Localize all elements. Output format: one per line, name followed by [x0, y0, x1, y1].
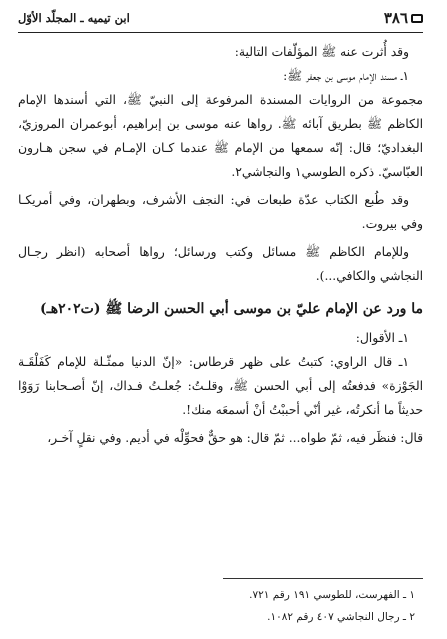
narration-paragraph: ١ـ قال الراوي: كتبتُ على ظهر قرطاس: «إنّ الدنيا ممثّـلة للإمام كَفَلْقَـة الجَوْزة» فدفعتُه إلى أبي الحسن ﷺ، وقلـتُ: جُعلـتُ فـداك، إنّ أصـحابنا رَوَوْا حديثاً ما أنكرتُه، غير أنّي أحببْتُ أنْ أسمعَه منك!.	[18, 355, 423, 417]
section-heading: ما ورد عن الإمام عليّ بن موسى أبي الحسن الرضا ﷺ (ت٢٠٢هـ)	[39, 301, 423, 317]
page-number-block	[384, 9, 423, 27]
item-heading-musnad: ١ـ مسند الإمام موسى بن جعفر ﷺ:	[283, 69, 409, 83]
footnote-2: ٢ ـ رجال النجاشي ٤٠٧ رقم ١٠٨٢.	[267, 611, 415, 623]
running-header	[18, 6, 423, 30]
page-number: ٣٨٦	[383, 9, 408, 27]
footnotes	[18, 584, 415, 628]
musnad-description-paragraph: مجموعة من الروايات المسندة المرفوعة إلى النبيّ ﷺ، التي أسندها الإمام الكاظم ﷺ بطريق آبائه ﷺ. رواها عنه موسى بن إبراهيم، أبوعمران المروزيّ، البغداديّ؛ قال: إنّه سمعها من الإمام ﷺ عندما كـان الإمـام في سجن هـارون العبّاسيّ. ذكره الطوسي١ والنجاشي٢.	[18, 93, 423, 179]
book-title: ابن تيميه ـ المجلّد الأوّل	[18, 11, 130, 25]
footnote-divider	[223, 578, 423, 579]
header-divider	[18, 32, 423, 33]
footnote-1: ١ ـ الفهرست، للطوسي ١٩١ رقم ٧٢١.	[249, 589, 415, 601]
narration-continuation-paragraph: قال: فنظَر فيه، ثمّ طواه... ثمّ قال: هو حقٌّ فحوِّلْه في أديم. وفي نقلٍ آخـر،	[47, 431, 423, 445]
page-marker-box-icon	[411, 14, 423, 23]
intro-paragraph: وقد أُثرت عنه ﷺ المؤلّفات التالية:	[234, 45, 409, 59]
sayings-subheading: ١ـ الأقوال:	[355, 331, 409, 345]
other-works-paragraph: وللإمام الكاظم ﷺ مسائل وكتب ورسائل؛ رواها أصحابه (انظر رجـال النجاشي والكافي...).	[18, 245, 423, 283]
main-text	[18, 40, 423, 454]
editions-paragraph: وقد طُبع الكتاب عدّة طبعات في: النجف الأشرف، وبطهران، وفي أمريكـا وفي بيروت.	[18, 193, 423, 231]
